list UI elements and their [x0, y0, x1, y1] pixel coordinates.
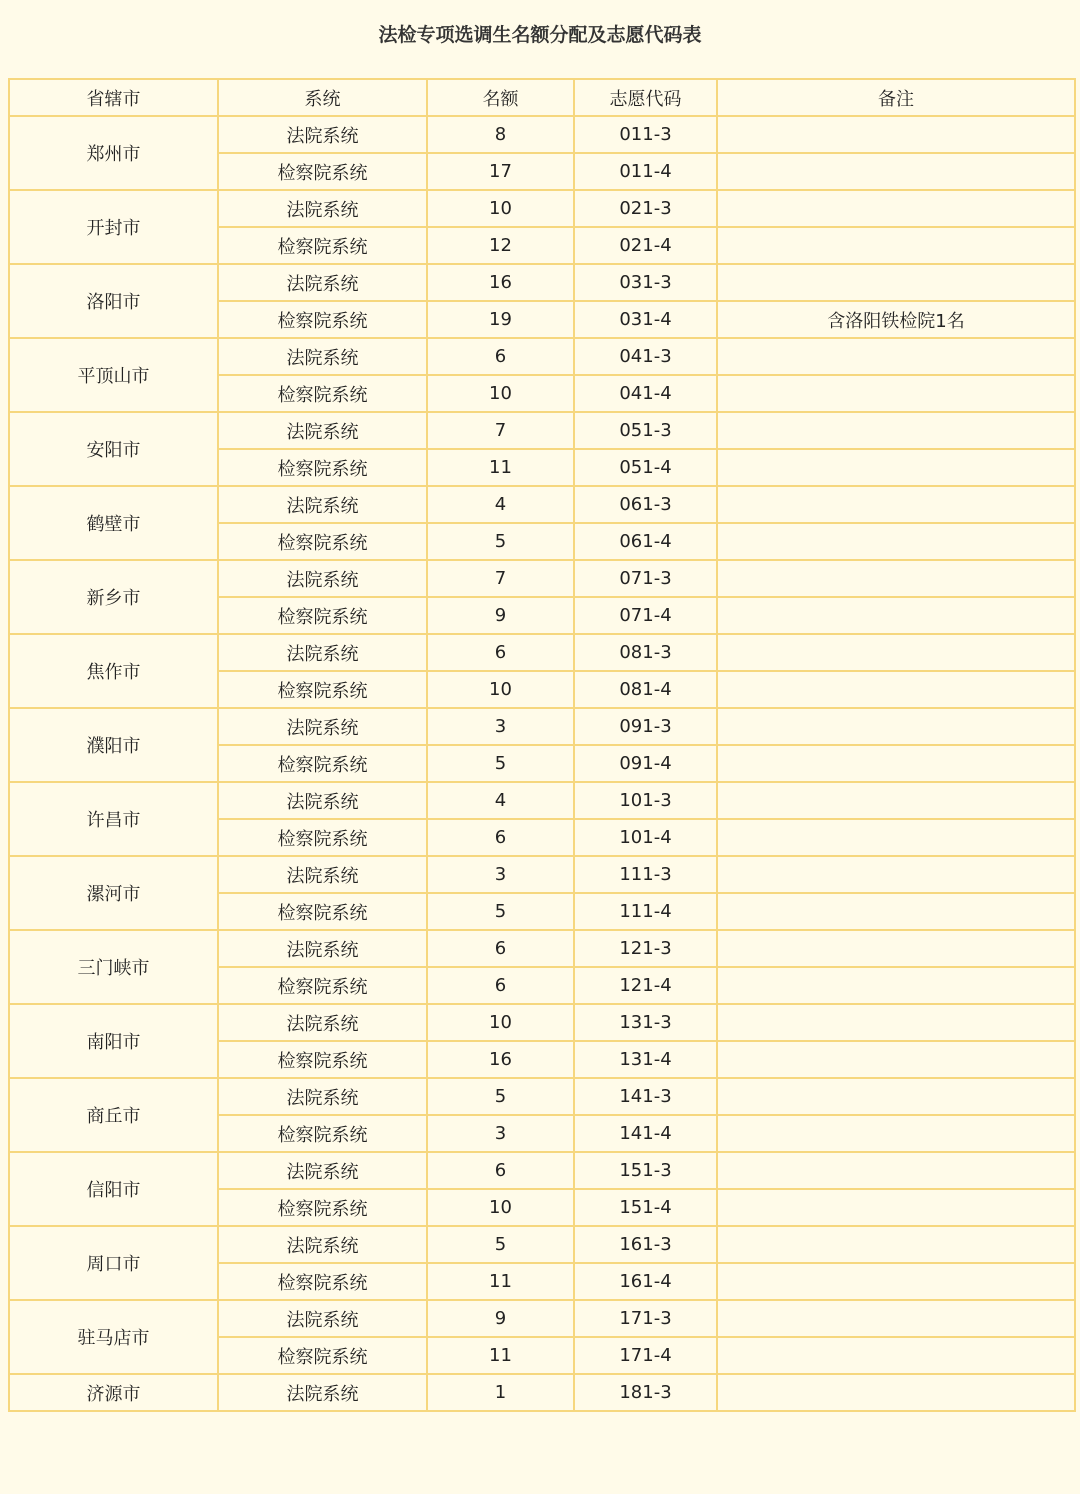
cell-note — [717, 523, 1075, 560]
cell-code: 151-4 — [574, 1189, 717, 1226]
cell-note — [717, 1078, 1075, 1115]
cell-system: 法院系统 — [218, 1152, 427, 1189]
cell-system: 法院系统 — [218, 708, 427, 745]
page-title: 法检专项选调生名额分配及志愿代码表 — [378, 24, 702, 46]
cell-note — [717, 1374, 1075, 1411]
cell-quota: 10 — [427, 1189, 574, 1226]
table-row — [9, 1300, 1075, 1337]
cell-code: 011-4 — [574, 153, 717, 190]
cell-quota: 16 — [427, 264, 574, 301]
cell-city: 洛阳市 — [9, 264, 218, 338]
quota-table — [8, 78, 1076, 1412]
cell-code: 091-4 — [574, 745, 717, 782]
cell-note — [717, 153, 1075, 190]
table-header-row — [9, 79, 1075, 116]
header-code: 志愿代码 — [574, 79, 717, 116]
cell-code: 111-4 — [574, 893, 717, 930]
cell-note — [717, 227, 1075, 264]
cell-system: 检察院系统 — [218, 1337, 427, 1374]
cell-code: 031-4 — [574, 301, 717, 338]
cell-note — [717, 930, 1075, 967]
cell-code: 131-4 — [574, 1041, 717, 1078]
cell-city: 开封市 — [9, 190, 218, 264]
cell-city: 郑州市 — [9, 116, 218, 190]
table-row — [9, 782, 1075, 819]
cell-code: 131-3 — [574, 1004, 717, 1041]
cell-system: 法院系统 — [218, 486, 427, 523]
cell-quota: 6 — [427, 634, 574, 671]
cell-system: 法院系统 — [218, 856, 427, 893]
cell-code: 011-3 — [574, 116, 717, 153]
cell-note — [717, 856, 1075, 893]
cell-quota: 9 — [427, 597, 574, 634]
cell-quota: 5 — [427, 745, 574, 782]
cell-note — [717, 375, 1075, 412]
cell-code: 111-3 — [574, 856, 717, 893]
cell-note — [717, 745, 1075, 782]
cell-quota: 7 — [427, 560, 574, 597]
cell-quota: 11 — [427, 449, 574, 486]
cell-code: 051-4 — [574, 449, 717, 486]
cell-quota: 10 — [427, 190, 574, 227]
cell-note — [717, 597, 1075, 634]
cell-city: 平顶山市 — [9, 338, 218, 412]
cell-system: 法院系统 — [218, 930, 427, 967]
cell-code: 081-4 — [574, 671, 717, 708]
cell-code: 061-4 — [574, 523, 717, 560]
cell-code: 121-4 — [574, 967, 717, 1004]
cell-system: 检察院系统 — [218, 523, 427, 560]
cell-note — [717, 893, 1075, 930]
cell-code: 161-3 — [574, 1226, 717, 1263]
cell-quota: 4 — [427, 486, 574, 523]
cell-code: 161-4 — [574, 1263, 717, 1300]
table-row — [9, 486, 1075, 523]
header-quota: 名额 — [427, 79, 574, 116]
cell-code: 021-4 — [574, 227, 717, 264]
cell-system: 检察院系统 — [218, 375, 427, 412]
table-row — [9, 856, 1075, 893]
cell-code: 051-3 — [574, 412, 717, 449]
cell-note — [717, 116, 1075, 153]
cell-system: 法院系统 — [218, 116, 427, 153]
cell-system: 检察院系统 — [218, 597, 427, 634]
cell-quota: 11 — [427, 1263, 574, 1300]
cell-quota: 5 — [427, 893, 574, 930]
cell-code: 121-3 — [574, 930, 717, 967]
cell-code: 061-3 — [574, 486, 717, 523]
cell-quota: 4 — [427, 782, 574, 819]
cell-system: 法院系统 — [218, 190, 427, 227]
table-body — [9, 116, 1075, 1411]
cell-system: 检察院系统 — [218, 1115, 427, 1152]
cell-city: 周口市 — [9, 1226, 218, 1300]
cell-city: 信阳市 — [9, 1152, 218, 1226]
cell-system: 检察院系统 — [218, 301, 427, 338]
cell-note — [717, 1115, 1075, 1152]
cell-note — [717, 338, 1075, 375]
cell-city: 漯河市 — [9, 856, 218, 930]
cell-city: 鹤壁市 — [9, 486, 218, 560]
cell-note — [717, 190, 1075, 227]
cell-quota: 6 — [427, 819, 574, 856]
cell-quota: 16 — [427, 1041, 574, 1078]
cell-city: 濮阳市 — [9, 708, 218, 782]
table-row — [9, 1152, 1075, 1189]
cell-city: 焦作市 — [9, 634, 218, 708]
cell-system: 法院系统 — [218, 560, 427, 597]
cell-code: 171-3 — [574, 1300, 717, 1337]
cell-note — [717, 264, 1075, 301]
cell-code: 171-4 — [574, 1337, 717, 1374]
cell-code: 101-3 — [574, 782, 717, 819]
cell-note — [717, 412, 1075, 449]
cell-city: 新乡市 — [9, 560, 218, 634]
cell-note — [717, 560, 1075, 597]
cell-quota: 10 — [427, 1004, 574, 1041]
cell-system: 检察院系统 — [218, 967, 427, 1004]
table-row — [9, 412, 1075, 449]
cell-code: 141-3 — [574, 1078, 717, 1115]
cell-system: 检察院系统 — [218, 449, 427, 486]
cell-city: 济源市 — [9, 1374, 218, 1411]
cell-system: 检察院系统 — [218, 1189, 427, 1226]
cell-system: 检察院系统 — [218, 1041, 427, 1078]
cell-note — [717, 1041, 1075, 1078]
cell-city: 安阳市 — [9, 412, 218, 486]
cell-note — [717, 1300, 1075, 1337]
cell-system: 法院系统 — [218, 1374, 427, 1411]
cell-quota: 6 — [427, 1152, 574, 1189]
cell-system: 法院系统 — [218, 412, 427, 449]
cell-note — [717, 449, 1075, 486]
cell-quota: 17 — [427, 153, 574, 190]
cell-city: 南阳市 — [9, 1004, 218, 1078]
cell-city: 驻马店市 — [9, 1300, 218, 1374]
cell-code: 181-3 — [574, 1374, 717, 1411]
cell-system: 法院系统 — [218, 1226, 427, 1263]
cell-quota: 5 — [427, 523, 574, 560]
cell-system: 法院系统 — [218, 1004, 427, 1041]
cell-note: 含洛阳铁检院1名 — [717, 301, 1075, 338]
cell-code: 021-3 — [574, 190, 717, 227]
cell-quota: 3 — [427, 856, 574, 893]
cell-quota: 8 — [427, 116, 574, 153]
cell-code: 101-4 — [574, 819, 717, 856]
cell-note — [717, 634, 1075, 671]
cell-quota: 3 — [427, 1115, 574, 1152]
cell-system: 法院系统 — [218, 1078, 427, 1115]
cell-quota: 9 — [427, 1300, 574, 1337]
cell-system: 检察院系统 — [218, 893, 427, 930]
table-row — [9, 930, 1075, 967]
cell-system: 检察院系统 — [218, 153, 427, 190]
cell-quota: 19 — [427, 301, 574, 338]
cell-system: 法院系统 — [218, 338, 427, 375]
cell-system: 法院系统 — [218, 634, 427, 671]
table-row — [9, 560, 1075, 597]
cell-quota: 5 — [427, 1078, 574, 1115]
cell-quota: 6 — [427, 338, 574, 375]
header-city: 省辖市 — [9, 79, 218, 116]
cell-note — [717, 1189, 1075, 1226]
cell-note — [717, 1226, 1075, 1263]
cell-note — [717, 967, 1075, 1004]
cell-quota: 12 — [427, 227, 574, 264]
cell-quota: 3 — [427, 708, 574, 745]
cell-code: 071-3 — [574, 560, 717, 597]
cell-system: 检察院系统 — [218, 819, 427, 856]
cell-city: 许昌市 — [9, 782, 218, 856]
cell-city: 三门峡市 — [9, 930, 218, 1004]
cell-quota: 10 — [427, 375, 574, 412]
cell-note — [717, 819, 1075, 856]
cell-system: 检察院系统 — [218, 227, 427, 264]
table-row — [9, 338, 1075, 375]
table-row — [9, 708, 1075, 745]
cell-code: 041-4 — [574, 375, 717, 412]
header-system: 系统 — [218, 79, 427, 116]
cell-quota: 6 — [427, 930, 574, 967]
cell-system: 检察院系统 — [218, 671, 427, 708]
table-row — [9, 1004, 1075, 1041]
cell-note — [717, 708, 1075, 745]
cell-note — [717, 1263, 1075, 1300]
cell-quota: 6 — [427, 967, 574, 1004]
table-row — [9, 1226, 1075, 1263]
cell-code: 041-3 — [574, 338, 717, 375]
header-note: 备注 — [717, 79, 1075, 116]
cell-code: 071-4 — [574, 597, 717, 634]
cell-code: 141-4 — [574, 1115, 717, 1152]
cell-quota: 1 — [427, 1374, 574, 1411]
table-row — [9, 1374, 1075, 1411]
cell-note — [717, 671, 1075, 708]
cell-system: 法院系统 — [218, 264, 427, 301]
cell-code: 031-3 — [574, 264, 717, 301]
cell-note — [717, 486, 1075, 523]
cell-note — [717, 1337, 1075, 1374]
cell-system: 检察院系统 — [218, 745, 427, 782]
cell-system: 法院系统 — [218, 1300, 427, 1337]
cell-quota: 5 — [427, 1226, 574, 1263]
cell-quota: 7 — [427, 412, 574, 449]
table-row — [9, 116, 1075, 153]
cell-note — [717, 1152, 1075, 1189]
cell-code: 081-3 — [574, 634, 717, 671]
cell-quota: 11 — [427, 1337, 574, 1374]
table-row — [9, 634, 1075, 671]
cell-note — [717, 1004, 1075, 1041]
cell-quota: 10 — [427, 671, 574, 708]
cell-code: 151-3 — [574, 1152, 717, 1189]
table-row — [9, 1078, 1075, 1115]
cell-note — [717, 782, 1075, 819]
cell-system: 检察院系统 — [218, 1263, 427, 1300]
cell-code: 091-3 — [574, 708, 717, 745]
table-row — [9, 264, 1075, 301]
cell-city: 商丘市 — [9, 1078, 218, 1152]
cell-system: 法院系统 — [218, 782, 427, 819]
table-row — [9, 190, 1075, 227]
